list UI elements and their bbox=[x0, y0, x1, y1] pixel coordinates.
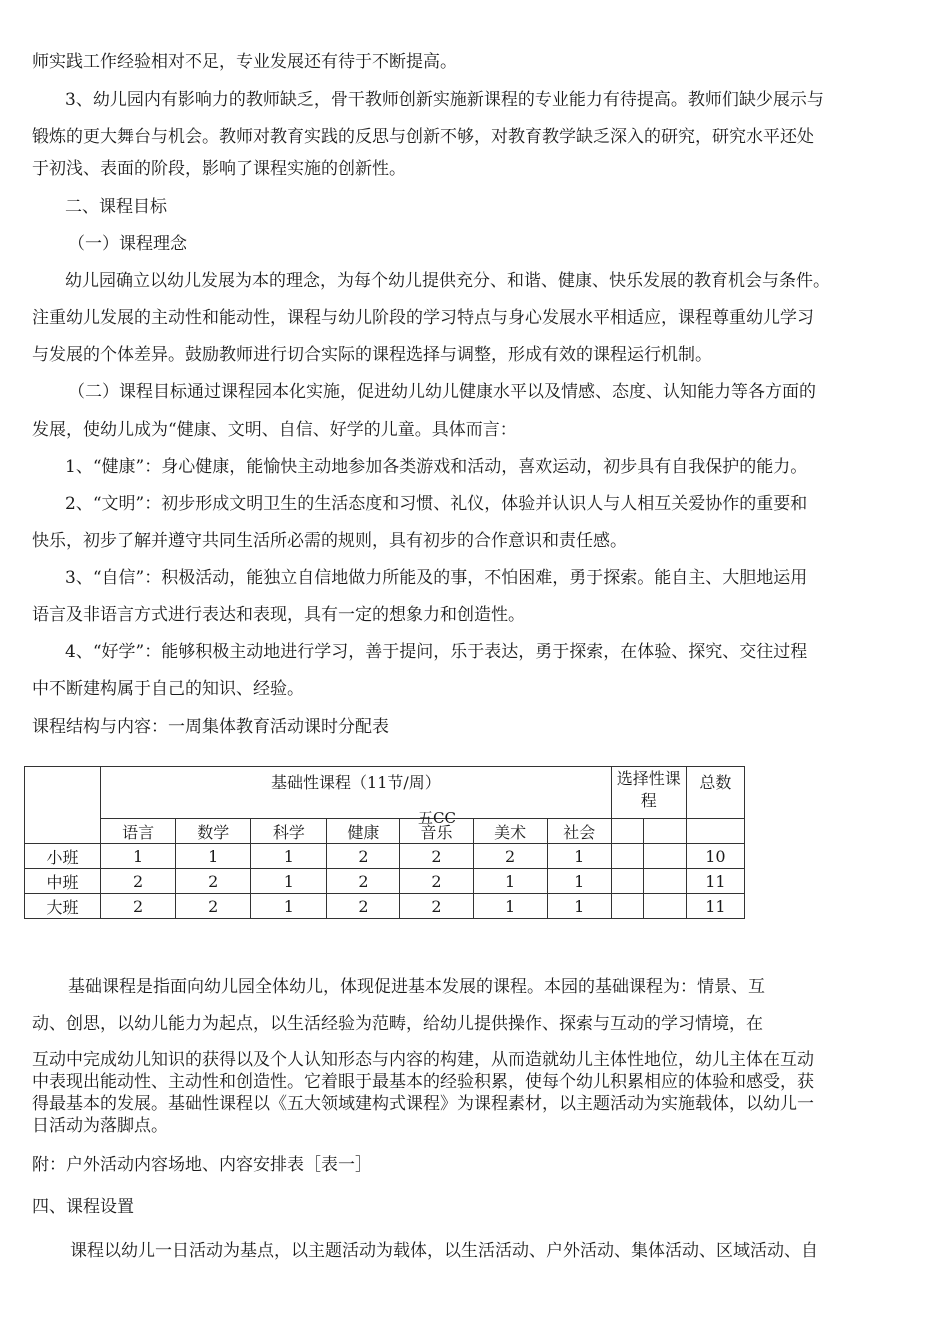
table-row bbox=[25, 844, 745, 869]
empty-cell bbox=[643, 819, 686, 844]
table-cell: 1 bbox=[176, 844, 251, 869]
paragraph-line: 互动中完成幼儿知识的获得以及个人认知形态与内容的构建，从而造就幼儿主体性地位，幼儿主体在互动 bbox=[32, 1050, 814, 1070]
empty-cell bbox=[611, 869, 643, 894]
table-cell: 1 bbox=[473, 869, 547, 894]
table-cell: 2 bbox=[176, 894, 251, 919]
paragraph-line: 动、创思，以幼儿能力为起点，以生活经验为范畴，给幼儿提供操作、探索与互动的学习情境，在 bbox=[32, 1014, 763, 1034]
empty-cell bbox=[643, 844, 686, 869]
empty-cell bbox=[686, 819, 744, 844]
empty-cell bbox=[611, 894, 643, 919]
paragraph-line: 得最基本的发展。基础性课程以《五大领域建构式课程》为课程素材，以主题活动为实施载体，以幼儿一 bbox=[32, 1094, 814, 1114]
class-label: 小班 bbox=[25, 844, 101, 869]
empty-cell bbox=[611, 844, 643, 869]
table-cell: 1 bbox=[547, 869, 611, 894]
paragraph-line: 于初浅、表面的阶段，影响了课程实施的创新性。 bbox=[32, 159, 406, 179]
subject-header: 美术 bbox=[473, 819, 547, 844]
section-heading: 四、课程设置 bbox=[32, 1197, 134, 1217]
paragraph-line: 课程以幼儿一日活动为基点，以主题活动为载体，以生活活动、户外活动、集体活动、区域活动、自 bbox=[70, 1241, 818, 1261]
table-cell: 2 bbox=[327, 844, 400, 869]
subject-header: 科学 bbox=[251, 819, 327, 844]
paragraph-line: 师实践工作经验相对不足，专业发展还有待于不断提高。 bbox=[32, 52, 457, 72]
table-row bbox=[25, 869, 745, 894]
paragraph-line: 3、幼儿园内有影响力的教师缺乏，骨干教师创新实施新课程的专业能力有待提高。教师们缺少展示与 bbox=[65, 90, 824, 110]
empty-cell bbox=[611, 819, 643, 844]
subject-header: 社会 bbox=[547, 819, 611, 844]
subsection-heading: （一）课程理念 bbox=[68, 234, 187, 254]
overlapping-text: 五CC bbox=[418, 809, 456, 827]
paragraph-line: 幼儿园确立以幼儿发展为本的理念，为每个幼儿提供充分、和谐、健康、快乐发展的教育机会与条件。 bbox=[65, 271, 830, 291]
corner-cell bbox=[25, 767, 101, 844]
paragraph-line: 与发展的个体差异。鼓励教师进行切合实际的课程选择与调整，形成有效的课程运行机制。 bbox=[32, 345, 712, 365]
goal-item: 1、“健康”：身心健康，能愉快主动地参加各类游戏和活动，喜欢运动，初步具有自我保护的能力。 bbox=[65, 457, 808, 477]
paragraph-line: 语言及非语言方式进行表达和表现，具有一定的想象力和创造性。 bbox=[32, 605, 525, 625]
goal-item: 3、“自信”：积极活动，能独立自信地做力所能及的事，不怕困难，勇于探索。能自主、大胆地运用 bbox=[65, 568, 808, 588]
paragraph-line: 快乐，初步了解并遵守共同生活所必需的规则，具有初步的合作意识和责任感。 bbox=[32, 531, 627, 551]
table-header-row bbox=[25, 767, 745, 819]
header-optional: 选择性课程 bbox=[611, 767, 686, 819]
table-cell: 2 bbox=[176, 869, 251, 894]
subject-header: 语言 bbox=[101, 819, 176, 844]
paragraph-line: 中不断建构属于自己的知识、经验。 bbox=[32, 679, 304, 699]
total-cell: 11 bbox=[686, 869, 744, 894]
empty-cell bbox=[643, 869, 686, 894]
table-cell: 2 bbox=[473, 844, 547, 869]
table-cell: 1 bbox=[547, 894, 611, 919]
class-label: 中班 bbox=[25, 869, 101, 894]
total-cell: 10 bbox=[686, 844, 744, 869]
paragraph-line: （二）课程目标通过课程园本化实施，促进幼儿幼儿健康水平以及情感、态度、认知能力等各方面的 bbox=[68, 382, 816, 402]
table-cell: 2 bbox=[400, 894, 473, 919]
table-subheader-row bbox=[25, 819, 745, 844]
table-cell: 2 bbox=[101, 869, 176, 894]
table-caption: 课程结构与内容：一周集体教育活动课时分配表 bbox=[32, 717, 389, 737]
paragraph-line: 发展，使幼儿成为“健康、文明、自信、好学的儿童。具体而言： bbox=[32, 420, 517, 440]
paragraph-line: 基础课程是指面向幼儿园全体幼儿，体现促进基本发展的课程。本园的基础课程为：情景、互 bbox=[68, 977, 765, 997]
header-total: 总数 bbox=[686, 767, 744, 819]
goal-item: 4、“好学”：能够积极主动地进行学习，善于提问，乐于表达，勇于探索，在体验、探究、交往过程 bbox=[65, 642, 808, 662]
table-cell: 2 bbox=[400, 844, 473, 869]
paragraph-line: 注重幼儿发展的主动性和能动性，课程与幼儿阶段的学习特点与身心发展水平相适应，课程尊重幼儿学习 bbox=[32, 308, 814, 328]
total-cell: 11 bbox=[686, 894, 744, 919]
table-cell: 1 bbox=[101, 844, 176, 869]
appendix-note: 附：户外活动内容场地、内容安排表［表一］ bbox=[32, 1155, 372, 1175]
table-cell: 2 bbox=[101, 894, 176, 919]
header-basic: 基础性课程（11节/周） bbox=[101, 767, 612, 819]
table-row bbox=[25, 894, 745, 919]
subject-header: 健康 bbox=[327, 819, 400, 844]
table-cell: 2 bbox=[400, 869, 473, 894]
table-cell: 1 bbox=[251, 894, 327, 919]
section-heading: 二、课程目标 bbox=[65, 197, 167, 217]
class-label: 大班 bbox=[25, 894, 101, 919]
paragraph-line: 锻炼的更大舞台与机会。教师对教育实践的反思与创新不够，对教育教学缺乏深入的研究，研究水平还处 bbox=[32, 127, 814, 147]
table-cell: 1 bbox=[547, 844, 611, 869]
schedule-table bbox=[24, 766, 745, 919]
empty-cell bbox=[643, 894, 686, 919]
table-cell: 2 bbox=[327, 869, 400, 894]
table-cell: 1 bbox=[473, 894, 547, 919]
table-cell: 2 bbox=[327, 894, 400, 919]
table-cell: 1 bbox=[251, 844, 327, 869]
table-cell: 1 bbox=[251, 869, 327, 894]
subject-header: 数学 bbox=[176, 819, 251, 844]
subject-header: 音乐 bbox=[400, 819, 473, 844]
paragraph-line: 日活动为落脚点。 bbox=[32, 1116, 168, 1136]
goal-item: 2、“文明”：初步形成文明卫生的生活态度和习惯、礼仪，体验并认识人与人相互关爱协作的重要和 bbox=[65, 494, 808, 514]
paragraph-line: 中表现出能动性、主动性和创造性。它着眼于最基本的经验积累，使每个幼儿积累相应的体验和感受，获 bbox=[32, 1072, 814, 1092]
